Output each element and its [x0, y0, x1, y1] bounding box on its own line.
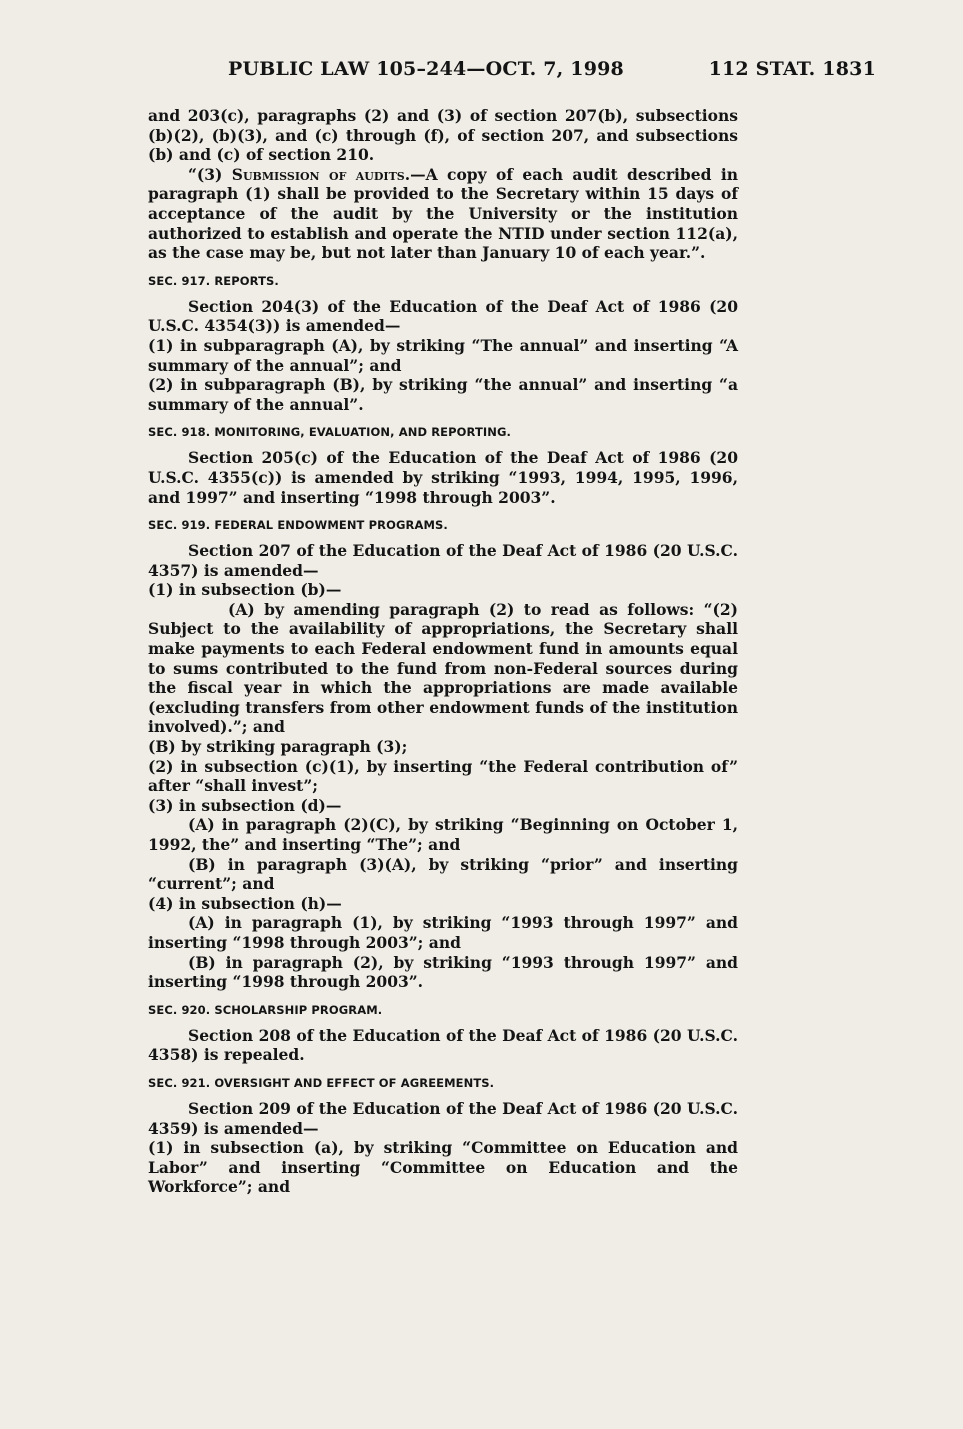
- paragraph-text: .—A copy of each audit described in paragraph (1) shall be provided to the Secretary within 15 days of acceptance of the audit by the University or the institution authorized to establish and operate the NTID under section 112(a), as the case may be, but not later than January 10 of each year.”.: [148, 164, 739, 263]
- paragraph-section-208: Section 208 of the Education of the Deaf Act of 1986 (20 U.S.C. 4358) is repealed.: [148, 1025, 738, 1065]
- paragraph-item: (4) in subsection (h)—: [148, 893, 342, 913]
- header-law-citation: PUBLIC LAW 105–244—OCT. 7, 1998: [228, 58, 624, 80]
- paragraph-section-204: Section 204(3) of the Education of the Deaf Act of 1986 (20 U.S.C. 4354(3)) is amended—: [148, 296, 738, 336]
- document-body: [148, 106, 738, 1197]
- paragraph-subitem: (A) by amending paragraph (2) to read as follows: “(2) Subject to the availability of appropriations, the Secretary shall make payments to each Federal endowment fund in amounts equal to sums contributed to the fund from non-Federal sources during the fiscal year in which the appropriations are made available (excluding transfers from other endowment funds of the institution involved).”; and: [148, 599, 738, 737]
- paragraph-item: (1) in subparagraph (A), by striking “The annual” and inserting “A summary of the annual”; and: [148, 335, 738, 375]
- paragraph-subitem: (A) in paragraph (2)(C), by striking “Beginning on October 1, 1992, the” and inserting “The”; and: [148, 815, 738, 854]
- section-heading-919: SEC. 919. FEDERAL ENDOWMENT PROGRAMS.: [148, 518, 448, 533]
- paragraph-item: (1) in subsection (a), by striking “Committee on Education and Labor” and inserting “Committee on Education and the Workforce”; and: [148, 1138, 738, 1197]
- paragraph-section-209: Section 209 of the Education of the Deaf Act of 1986 (20 U.S.C. 4359) is amended—: [148, 1098, 738, 1138]
- paragraph-subitem: (A) in paragraph (1), by striking “1993 through 1997” and inserting “1998 through 2003”; and: [148, 913, 738, 952]
- paragraph-caption: Submission of audits: [231, 164, 405, 184]
- section-heading-917: SEC. 917. REPORTS.: [148, 273, 279, 288]
- paragraph-subitem: (B) in paragraph (3)(A), by striking “prior” and inserting “current”; and: [148, 854, 738, 894]
- paragraph-subitem: (B) by striking paragraph (3);: [148, 737, 408, 757]
- running-header: [228, 58, 876, 88]
- paragraph-section-205: Section 205(c) of the Education of the Deaf Act of 1986 (20 U.S.C. 4355(c)) is amended by striking “1993, 1994, 1995, 1996, and 1997” and inserting “1998 through 2003”.: [148, 448, 738, 507]
- paragraph-item: (2) in subparagraph (B), by striking “the annual” and inserting “a summary of the annual”.: [148, 375, 738, 414]
- section-heading-921: SEC. 921. OVERSIGHT AND EFFECT OF AGREEMENTS.: [148, 1075, 495, 1090]
- header-stat-page: 112 STAT. 1831: [708, 58, 876, 80]
- section-heading-920: SEC. 920. SCHOLARSHIP PROGRAM.: [148, 1002, 383, 1017]
- paragraph-section-207: Section 207 of the Education of the Deaf Act of 1986 (20 U.S.C. 4357) is amended—: [148, 541, 738, 580]
- paragraph-item: (3) in subsection (d)—: [148, 795, 342, 815]
- paragraph-lead: “(3): [188, 164, 232, 184]
- paragraph-item: (1) in subsection (b)—: [148, 580, 342, 600]
- paragraph-submission-of-audits: [148, 165, 738, 263]
- section-heading-918: SEC. 918. MONITORING, EVALUATION, AND REPORTING.: [148, 425, 512, 440]
- paragraph-subitem: (B) in paragraph (2), by striking “1993 through 1997” and inserting “1998 through 2003”.: [148, 952, 738, 992]
- paragraph-item: (2) in subsection (c)(1), by inserting “the Federal contribution of” after “shall invest”;: [148, 756, 738, 796]
- paragraph-continuation: and 203(c), paragraphs (2) and (3) of section 207(b), subsections (b)(2), (b)(3), and (c) through (f), of section 207, and subsections (b) and (c) of section 210.: [148, 106, 738, 165]
